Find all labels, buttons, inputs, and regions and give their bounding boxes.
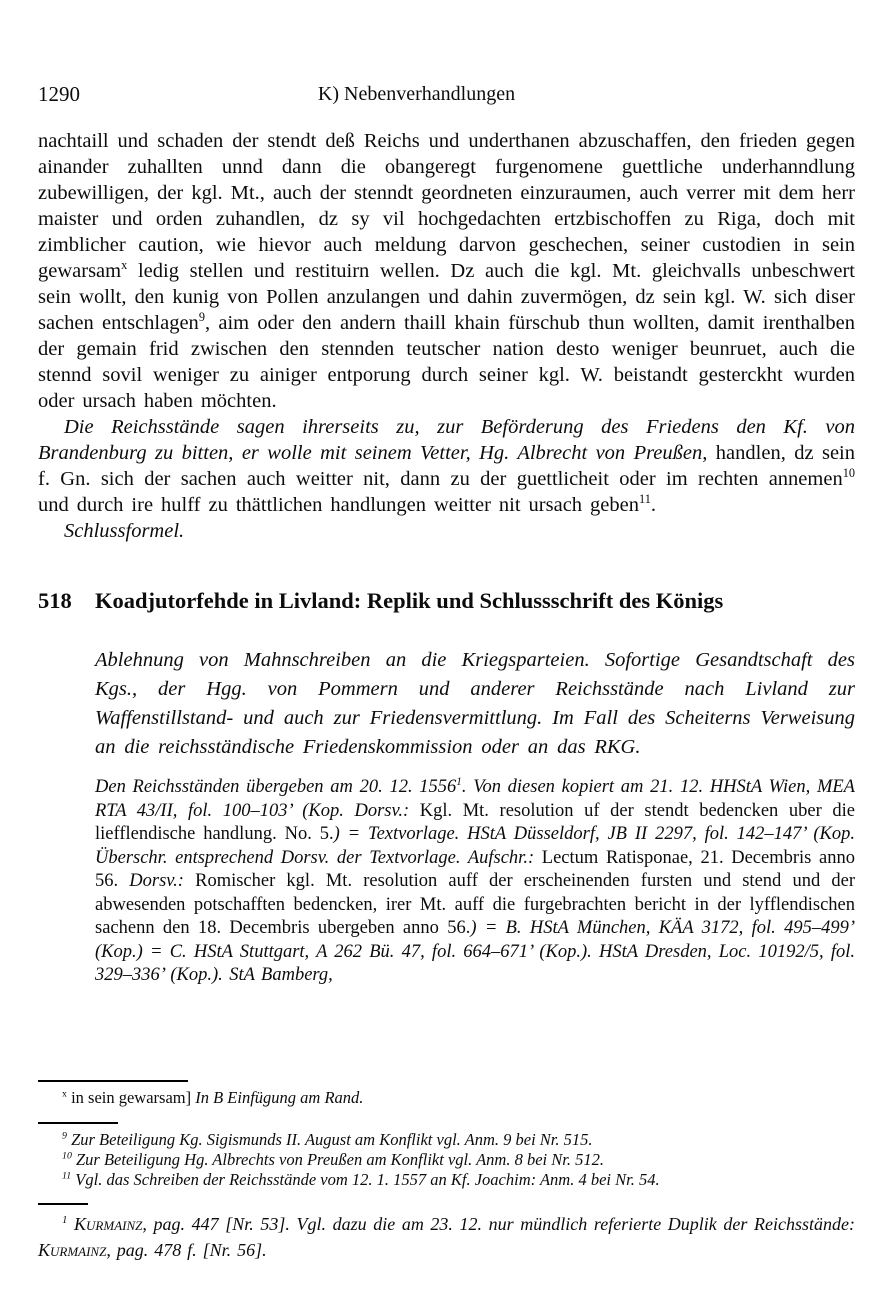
- footnote-11: $^{11}$ Vgl. das Schreiben der Reichsstände vom 12. 1. 1557 an Kf. Joachim: Anm. 4 bei Nr. 54.: [62, 1170, 660, 1189]
- running-header-title: K) Nebenverhandlungen: [317, 83, 516, 105]
- source-description: Den Reichsständen übergeben am 20. 12. 1556$^1$. Von diesen kopiert am 21. 12. HHStA Wien, MEA RTA 43/II, fol. 100–103’ (Kop. Dorsv.: Kgl. Mt. resolution uf der stendt bedencken uber die liefflendische handlung. No. 5.) = Textvorlage. HStA Düsseldorf, JB II 2297, fol. 142–147’ (Kop. Überschr. entsprechend Dorsv. der Textvorlage. Aufschr.: Lectum Ratisponae, 21. Decembris anno 56. Dorsv.: Romischer kgl. Mt. resolution auff der erscheinenden fursten und stend und der abwesenden potschafften bedencken, irer Mt. auff die furgebrachten bericht in der lyfflendischen sachenn den 18. Decembris ubergeben anno 56.) = B. HStA München, KÄA 3172, fol. 495–499’ (Kop.) = C. HStA Stuttgart, A 262 Bü. 47, fol. 664–671’ (Kop.). HStA Dresden, Loc. 10192/5, fol. 329–336’ (Kop.). StA Bamberg,: [95, 775, 855, 985]
- body-paragraph-1: nachtaill und schaden der stendt deß Reichs und underthanen abzuschaffen, den frieden gegen ainander zuhallten unnd dann die obangeregt furgenomene guettliche underhanndlung zubewilligen, der kgl. Mt., auch der stenndt geordneten einzuraumen, auch verrer mit dem herr maister und orden zuhandlen, dz sy vil hochgedachten ertzbischoffen zu Riga, doch mit zimblicher caution, wie hievor auch meldung darvon geschechen, seiner custodien in sein gewarsam$^x$ ledig stellen und restituirn wellen. Dz auch die kgl. Mt. gleichvalls unbeschwert sein wollt, den kunig von Pollen anzulangen und dahin zuvermögen, dz sein kgl. W. sich diser sachen entschlagen$^9$, aim oder den andern thaill khain fürschub thun wollten, damit irenthalben der gemain frid zwischen den stennden teutscher nation desto weniger beunruet, auch die stennd sovil weniger zu ainiger entporung durch seiner kgl. W. beistandt gesterckht wurden oder ursach haben möchten.: [38, 130, 855, 412]
- notes-separator-rule: [38, 1122, 118, 1124]
- footnote-9: $^9$ Zur Beteiligung Kg. Sigismunds II. August am Konflikt vgl. Anm. 9 bei Nr. 515.: [62, 1130, 593, 1149]
- footnote-1: $^1$ Kurmainz, pag. 447 [Nr. 53]. Vgl. dazu die am 23. 12. nur mündlich referierte Duplik der Reichsstände: Kurmainz, pag. 478 f. [Nr. 56].: [38, 1214, 855, 1260]
- entry-heading: [38, 588, 855, 614]
- schlussformel-line: Schlussformel.: [64, 520, 185, 542]
- note1-separator-rule: [38, 1203, 88, 1205]
- footnote-apparatus: [38, 1080, 855, 1263]
- body-paragraph-2: Die Reichsstände sagen ihrerseits zu, zur Beförderung des Friedens den Kf. von Brandenburg zu bitten, er wolle mit seinem Vetter, Hg. Albrecht von Preußen, handlen, dz sein f. Gn. sich der sachen auch weitter nit, dann zu der guettlicheit oder im rechten annemen$^{10}$ und durch ire hulff zu thättlichen handlungen weitter nit ursach geben$^{11}$.: [38, 416, 855, 516]
- variants-separator-rule: [38, 1080, 188, 1082]
- entry-title: Koadjutorfehde in Livland: Replik und Schlussschrift des Königs: [95, 588, 724, 613]
- main-text-block: [38, 128, 855, 544]
- footnote-variant-x: $^x$ in sein gewarsam] In B Einfügung am Rand.: [62, 1088, 364, 1107]
- footnote-10: $^{10}$ Zur Beteiligung Hg. Albrechts von Preußen am Konflikt vgl. Anm. 8 bei Nr. 512.: [62, 1150, 604, 1169]
- entry-number: 518: [38, 588, 72, 613]
- page-number: 1290: [38, 82, 80, 106]
- running-header: [38, 82, 855, 108]
- regest-summary: Ablehnung von Mahnschreiben an die Kriegsparteien. Sofortige Gesandtschaft des Kgs., der Hgg. von Pommern und anderer Reichsstände nach Livland zur Waffenstillstand- und auch zur Friedensvermittlung. Im Fall des Scheiterns Verweisung an die reichsständische Friedenskommission oder an das RKG.: [95, 649, 855, 758]
